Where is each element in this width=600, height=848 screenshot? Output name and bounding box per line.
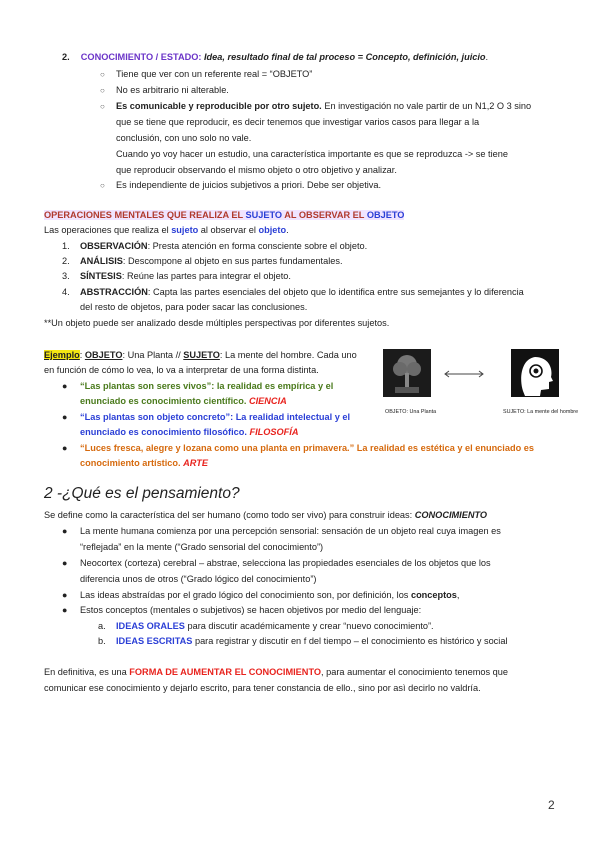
sec1-desc: Idea, resultado final de tal proceso = Concepto, definición, juicio — [204, 52, 486, 62]
example-line: Ejemplo: OBJETO: Una Planta // SUJETO: La mente del hombre. Cada uno — [44, 350, 357, 360]
list-item-continuation: Cuando yo voy hacer un estudio, una característica importante es que se reproduzca -> se tiene — [116, 149, 508, 159]
ops-intro: Las operaciones que realiza el sujeto al observar el objeto. — [44, 225, 289, 235]
list-item-continuation: que se tiene que reproducir, es decir tenemos que investigar varios casos para llegar a la — [116, 117, 480, 127]
sec1-heading: 2. CONOCIMIENTO / ESTADO: Idea, resultado final de tal proceso = Concepto, definición, juicio. — [62, 52, 489, 62]
circle-bullet-icon: ○ — [100, 70, 105, 79]
ops-step: 1. OBSERVACIÓN: Presta atención en forma consciente sobre el objeto. — [62, 241, 368, 251]
page-number: 2 — [548, 798, 555, 812]
example-line: en función de cómo lo vea, lo va a interpretar de una forma distinta. — [44, 365, 319, 375]
circle-bullet-icon: ○ — [100, 181, 105, 190]
tree-head-diagram — [383, 349, 579, 420]
example-label: Ejemplo — [44, 350, 80, 360]
bullet-icon: ● — [62, 381, 68, 391]
list-item-continuation: conocimiento artístico. ARTE — [80, 458, 208, 468]
list-item-continuation: “reflejada” en la mente (“Grado sensorial del conocimiento”) — [80, 542, 324, 552]
sec1-label: CONOCIMIENTO / ESTADO: — [80, 52, 202, 62]
list-item-continuation: diferencia unos de otros (“Grado lógico del conocimiento”) — [80, 574, 317, 584]
sub-list-item: b. IDEAS ESCRITAS para registrar y discutir en f del tiempo – el conocimiento es histórico y social — [98, 636, 508, 646]
double-arrow-icon — [445, 371, 483, 377]
bullet-icon: ● — [62, 558, 68, 568]
list-item-continuation: enunciado es conocimiento filosófico. FILOSOFÍA — [80, 427, 299, 437]
conclusion: En definitiva, es una FORMA DE AUMENTAR EL CONOCIMIENTO, para aumentar el conocimiento tenemos que — [44, 667, 508, 677]
list-item-continuation: enunciado es conocimiento científico. CIENCIA — [80, 396, 287, 406]
sec1-number: 2. — [62, 52, 70, 62]
ops-step: 4. ABSTRACCIÓN: Capta las partes esenciales del objeto que lo identifica entre sus semejantes y lo diferencia — [62, 287, 524, 297]
bullet-icon: ● — [62, 443, 68, 453]
sec2-intro: Se define como la característica del ser humano (como todo ser vivo) para construir ideas: CONOCIMIENTO — [44, 510, 488, 520]
ops-step: 2. ANÁLISIS: Descompone al objeto en sus partes fundamentales. — [62, 256, 343, 266]
sub-list-item: a. IDEAS ORALES para discutir académicamente y crear “nuevo conocimiento”. — [98, 621, 434, 631]
bullet-icon: ● — [62, 412, 68, 422]
conclusion-continuation: comunicar ese conocimiento y dejarlo escrito, para tener constancia de ello., sino por asì decirlo no valdría. — [44, 683, 481, 693]
ops-note: **Un objeto puede ser analizado desde múltiples perspectivas por diferentes sujetos. — [44, 318, 390, 328]
ops-title: OPERACIONES MENTALES QUE REALIZA EL SUJETO AL OBSERVAR EL OBJETO — [44, 210, 405, 220]
section-title: 2 -¿Qué es el pensamiento? — [44, 485, 240, 502]
circle-bullet-icon: ○ — [100, 102, 105, 111]
list-item-continuation: conclusión, con uno solo no vale. — [116, 133, 252, 143]
circle-bullet-icon: ○ — [100, 86, 105, 95]
list-item-continuation: que reproducir observando el mismo objeto o otro objetivo y analizar. — [116, 165, 397, 175]
ops-step: 3. SÍNTESIS: Reúne las partes para integrar el objeto. — [62, 271, 291, 281]
illustration-caption-left: OBJETO: Una Planta — [385, 409, 437, 415]
bullet-icon: ● — [62, 526, 68, 536]
ops-step-continuation: del resto de objetos, para poder sacar las conclusiones. — [80, 302, 308, 312]
bullet-icon: ● — [62, 605, 68, 615]
illustration-caption-right: SUJETO: La mente del hombre — [503, 409, 579, 415]
example-illustration — [383, 349, 579, 420]
bullet-icon: ● — [62, 590, 68, 600]
